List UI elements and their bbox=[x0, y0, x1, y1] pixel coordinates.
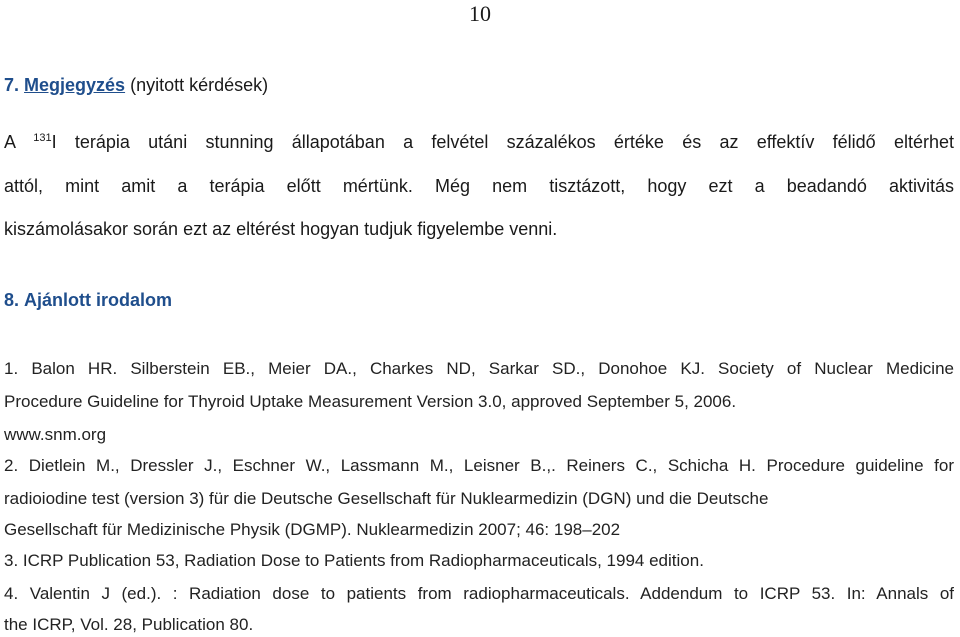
iodine-131-superscript: 131 bbox=[33, 132, 52, 144]
reference-2-line-1: 2. Dietlein M., Dressler J., Eschner W., Lassmann M., Leisner B.,. Reiners C., Schicha H. Procedure guideline for bbox=[4, 456, 954, 475]
reference-1-line-1: 1. Balon HR. Silberstein EB., Meier DA., Charkes ND, Sarkar SD., Donohoe KJ. Society of Nuclear Medicine bbox=[4, 359, 954, 378]
section-7-title: Megjegyzés bbox=[24, 75, 126, 95]
reference-1-url[interactable]: www.snm.org bbox=[4, 425, 107, 444]
reference-2-line-3: Gesellschaft für Medizinische Physik (DGMP). Nuklearmedizin 2007; 46: 198–202 bbox=[4, 520, 621, 539]
para-line1-pre: A bbox=[4, 132, 16, 152]
section-7-subtitle: (nyitott kérdések) bbox=[130, 75, 269, 95]
section-7-paragraph-line-1 bbox=[4, 131, 954, 153]
section-7-paragraph-line-3: kiszámolásakor során ezt az eltérést hogyan tudjuk figyelembe venni. bbox=[4, 219, 558, 239]
section-8-title: Ajánlott irodalom bbox=[24, 290, 173, 310]
reference-4-line-2: the ICRP, Vol. 28, Publication 80. bbox=[4, 615, 254, 634]
reference-3-line-1: 3. ICRP Publication 53, Radiation Dose to Patients from Radiopharmaceuticals, 1994 edition. bbox=[4, 551, 704, 570]
reference-2-line-2: radioiodine test (version 3) für die Deutsche Gesellschaft für Nuklearmedizin (DGN) und die Deutsche bbox=[4, 489, 769, 508]
para-line1-post: I terápia utáni stunning állapotában a felvétel százalékos értéke és az effektív félidő eltérhet bbox=[51, 132, 954, 152]
section-7-paragraph-line-2: attól, mint amit a terápia előtt mértünk. Még nem tisztázott, hogy ezt a beadandó aktivitás bbox=[4, 176, 954, 196]
section-7-number: 7. bbox=[4, 75, 20, 95]
section-8-heading bbox=[4, 289, 172, 311]
section-8-number: 8. bbox=[4, 290, 20, 310]
page-number: 10 bbox=[469, 1, 491, 26]
reference-4-line-1: 4. Valentin J (ed.). : Radiation dose to patients from radiopharmaceuticals. Addendum to ICRP 53. In: Annals of bbox=[4, 584, 954, 603]
reference-1-line-2: Procedure Guideline for Thyroid Uptake Measurement Version 3.0, approved September 5, 2006. bbox=[4, 392, 737, 411]
section-7-heading bbox=[4, 74, 268, 96]
